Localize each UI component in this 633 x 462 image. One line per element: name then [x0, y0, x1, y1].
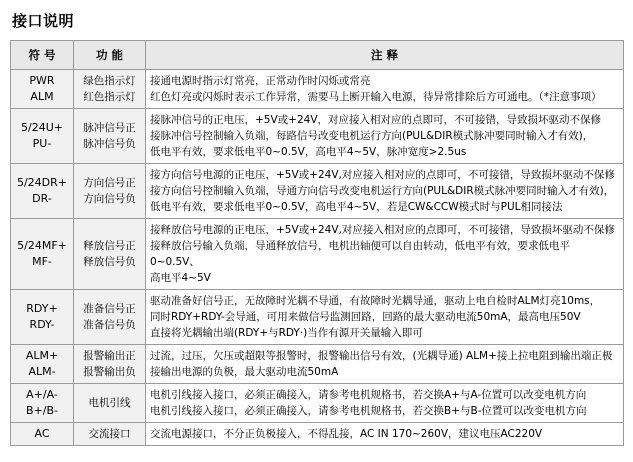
cell-function: [74, 290, 146, 345]
cell-note: [146, 219, 624, 290]
cell-note: [146, 345, 624, 384]
cell-function: [74, 384, 146, 423]
cell-note: [146, 290, 624, 345]
function-line: 准备信号负: [83, 319, 136, 331]
table-header-row: [11, 41, 624, 70]
note-line: 高电平4~5V: [150, 272, 211, 284]
cell-function: [74, 109, 146, 164]
table-header: [11, 41, 624, 70]
function-line: 方向信号负: [83, 193, 136, 205]
cell-note: [146, 164, 624, 219]
symbol-line: A+/A-: [26, 388, 58, 401]
column-header-note: 注 释: [146, 41, 624, 70]
note-line: 电机引线接入接口，必须正确接入，请参考电机规格书，若交换B+与B-位置可以改变电机方向: [150, 405, 587, 417]
cell-symbol: [11, 164, 74, 219]
table-body: [11, 70, 624, 446]
symbol-line: B+/B-: [26, 404, 58, 417]
symbol-line: ALM+: [25, 349, 59, 362]
column-header-function: 功 能: [74, 41, 146, 70]
function-line: 交流接口: [88, 428, 131, 440]
note-line: 接释放信号电源的正电压，+5V或+24V,对应接入相对应的点即可，不可接错，导致损坏驱动不保修: [150, 224, 615, 236]
cell-note: [146, 384, 624, 423]
note-line: 电机引线接入接口，必须正确接入，请参考电机规格书，若交换A+与A-位置可以改变电机方向: [150, 389, 587, 401]
note-line: 接脉冲信号控制输入负端，每路信号改变电机运行方向(PUL&DIR模式脉冲要同时输入才有效)，: [150, 130, 594, 142]
function-line: 红色指示灯: [83, 91, 136, 103]
table-row: [11, 70, 624, 109]
symbol-line: ALM-: [28, 365, 56, 378]
symbol-line: 5/24U+: [21, 121, 63, 134]
cell-symbol: [11, 70, 74, 109]
table-row: [11, 164, 624, 219]
cell-function: [74, 164, 146, 219]
symbol-line: PU-: [32, 137, 52, 150]
note-line: 接输出电源的负极，最大驱动电流50mA: [150, 366, 339, 378]
interface-description-table: [10, 40, 624, 446]
function-line: 报警输出负: [83, 366, 136, 378]
cell-symbol: [11, 345, 74, 384]
cell-symbol: [11, 423, 74, 446]
function-line: 电机引线: [88, 397, 131, 409]
symbol-line: ALM: [30, 90, 54, 103]
function-line: 释放信号正: [83, 240, 136, 252]
cell-note: [146, 109, 624, 164]
symbol-line: DR-: [32, 192, 52, 205]
table-row: [11, 290, 624, 345]
note-line: 直接将光耦输出端(RDY+与RDY·)当作有源开关量输入即可: [150, 327, 423, 339]
note-line: 驱动准备好信号正，无故障时光耦不导通，有故障时光耦导通，驱动上电自检时ALM灯亮10ms，: [150, 295, 601, 307]
note-line: 过流，过压，欠压或超限等报警时，报警输出信号有效，(光耦导通) ALM+接上拉电阻到输出端正极: [150, 350, 613, 362]
cell-note: [146, 423, 624, 446]
table-row: [11, 219, 624, 290]
table-row: [11, 384, 624, 423]
cell-note: [146, 70, 624, 109]
cell-symbol: [11, 109, 74, 164]
table-row: [11, 345, 624, 384]
function-line: 释放信号负: [83, 256, 136, 268]
symbol-line: PWR: [29, 74, 55, 87]
note-line: 接方向信号电源的正电压，+5V或+24V,对应接入相对应的点即可，不可接错，导致损坏驱动不保修: [150, 169, 615, 181]
symbol-line: RDY-: [29, 318, 55, 331]
function-line: 准备信号正: [83, 303, 136, 315]
table-row: [11, 423, 624, 446]
note-line: 接释放信号输入负端，导通释放信号，电机出轴便可以自由转动，低电平有效，要求低电平0~0.5V、: [150, 240, 570, 268]
symbol-line: AC: [34, 427, 50, 440]
page-title: 接口说明: [12, 12, 75, 30]
symbol-line: 5/24DR+: [16, 176, 68, 189]
cell-symbol: [11, 384, 74, 423]
function-line: 绿色指示灯: [83, 75, 136, 87]
column-header-symbol: 符 号: [11, 41, 74, 70]
function-line: 报警输出正: [83, 350, 136, 362]
note-line: 红色灯亮或闪烁时表示工作异常，需要马上断开输入电源，待异常排除后方可通电。（*注意事项）: [150, 91, 602, 103]
cell-symbol: [11, 290, 74, 345]
function-line: 脉冲信号正: [83, 122, 136, 134]
symbol-line: RDY+: [26, 302, 58, 315]
note-line: 接脉冲信号的正电压，+5V或+24V，对应接入相对应的点即可，不可接错，导致损坏驱动不保修: [150, 114, 602, 126]
note-line: 低电平有效，要求低电平0~0.5V，高电平4~5V，脉冲宽度>2.5us: [150, 146, 467, 158]
cell-symbol: [11, 219, 74, 290]
cell-function: [74, 219, 146, 290]
function-line: 方向信号正: [83, 177, 136, 189]
note-line: 交流电源接口，不分正负极接入，不得乱接，AC IN 170~260V，建议电压AC220V: [150, 428, 543, 440]
symbol-line: 5/24MF+: [17, 239, 67, 252]
cell-function: [74, 423, 146, 446]
note-line: 低电平有效，要求低电平0~0.5V，高电平4~5V，若是CW&CCW模式时与PUL相同接法: [150, 201, 563, 213]
note-line: 同时RDY+RDY-会导通，可用来做信号监测回路，回路的最大驱动电流50mA，最高电压50V: [150, 311, 581, 323]
note-line: 接方向信号控制输入负端，导通方向信号改变电机运行方向(PUL&DIR模式脉冲要同时输入才有效)，: [150, 185, 615, 197]
symbol-line: MF-: [32, 255, 52, 268]
table-row: [11, 109, 624, 164]
function-line: 脉冲信号负: [83, 138, 136, 150]
note-line: 接通电源时指示灯常亮，正常动作时闪烁或常亮: [150, 75, 371, 87]
cell-function: [74, 70, 146, 109]
cell-function: [74, 345, 146, 384]
